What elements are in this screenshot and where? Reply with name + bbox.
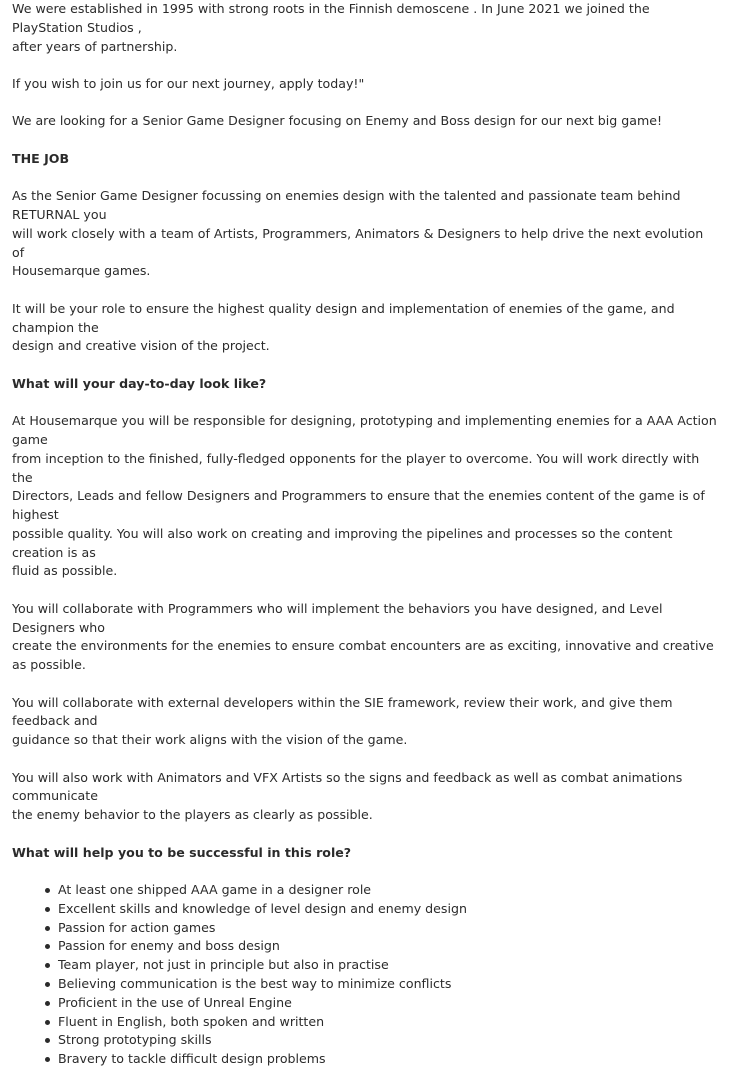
- text-line: You will collaborate with external developers within the SIE framework, review their work, and give them feedback and: [12, 694, 673, 729]
- list-item: [58, 1031, 717, 1050]
- text-line: You will collaborate with Programmers who will implement the behaviors you have designed, and Level Designers who: [12, 600, 663, 635]
- section-heading-success: What will help you to be successful in this role?: [12, 844, 352, 860]
- text-line: At Housemarque you will be responsible for designing, prototyping and implementing enemies for a AAA Action game: [12, 413, 717, 447]
- text-line: design and creative vision of the project.: [12, 338, 270, 354]
- text-line: As the Senior Game Designer focussing on enemies design with the talented and passionate team behind RETURNAL you: [12, 188, 681, 222]
- bullet-icon: [45, 944, 50, 949]
- apply-paragraph: If you wish to join us for our next journey, apply today!": [12, 75, 365, 91]
- text-line: Directors, Leads and fellow Designers and Programmers to ensure that the enemies content of the game is of highest: [12, 488, 705, 523]
- list-item: [58, 900, 717, 919]
- programmers-paragraph: [12, 600, 717, 675]
- list-item-text: Believing communication is the best way to minimize conflicts: [58, 976, 452, 991]
- text-line: will work closely with a team of Artists, Programmers, Animators & Designers to help drive the next evolution of: [12, 225, 704, 260]
- list-item-text: Strong prototyping skills: [58, 1032, 212, 1048]
- list-item: [58, 956, 717, 975]
- bullet-icon: [45, 1057, 50, 1062]
- bullet-icon: [45, 1001, 50, 1006]
- external-developers-paragraph: [12, 694, 717, 750]
- bullet-icon: [45, 907, 50, 912]
- bullet-icon: [45, 888, 50, 893]
- animators-paragraph: [12, 769, 717, 825]
- text-line: guidance so that their work aligns with the vision of the game.: [12, 732, 408, 748]
- text-line: the enemy behavior to the players as clearly as possible.: [12, 807, 373, 823]
- list-item-text: Passion for enemy and boss design: [58, 938, 280, 954]
- responsibilities-paragraph: [12, 412, 717, 581]
- text-line: fluid as possible.: [12, 563, 118, 579]
- text-line: We were established in 1995 with strong roots in the Finnish demoscene . In June 2021 we joined the PlayStation Studios ,: [12, 1, 650, 35]
- list-item-text: Excellent skills and knowledge of level design and enemy design: [58, 900, 467, 916]
- list-item: [58, 881, 717, 900]
- looking-for-paragraph: We are looking for a Senior Game Designer focusing on Enemy and Boss design for our next big game!: [12, 113, 663, 129]
- list-item-text: Bravery to tackle difficult design problems: [58, 1051, 326, 1067]
- text-line: possible quality. You will also work on creating and improving the pipelines and processes so the content creation is as: [12, 525, 673, 560]
- text-line: Housemarque games.: [12, 263, 151, 279]
- list-item-text: Team player, not just in principle but also in practise: [58, 957, 389, 973]
- intro-paragraph: [12, 0, 717, 56]
- list-item-text: At least one shipped AAA game in a designer role: [58, 882, 372, 898]
- text-line: You will also work with Animators and VFX Artists so the signs and feedback as well as combat animations communicate: [12, 769, 683, 804]
- list-item-text: Passion for action games: [58, 919, 216, 935]
- text-line: It will be your role to ensure the highest quality design and implementation of enemies of the game, and champion the: [12, 300, 675, 335]
- section-heading-job: THE JOB: [12, 150, 70, 166]
- list-item-text: Fluent in English, both spoken and written: [58, 1013, 325, 1029]
- list-item: [58, 937, 717, 956]
- text-line: after years of partnership.: [12, 38, 178, 54]
- role-paragraph: [12, 300, 717, 356]
- list-item: [58, 975, 717, 994]
- bullet-icon: [45, 1038, 50, 1043]
- list-item: [58, 994, 717, 1013]
- bullet-icon: [45, 926, 50, 931]
- job-paragraph: [12, 187, 717, 281]
- text-line: create the environments for the enemies to ensure combat encounters are as exciting, innovative and creative as possible.: [12, 638, 714, 673]
- list-item: [58, 919, 717, 938]
- bullet-icon: [45, 1020, 50, 1025]
- requirements-list: [12, 881, 717, 1069]
- list-item-text: Proficient in the use of Unreal Engine: [58, 994, 292, 1010]
- section-heading-day-to-day: What will your day-to-day look like?: [12, 375, 267, 391]
- text-line: from inception to the finished, fully-fledged opponents for the player to overcome. You will work directly with the: [12, 450, 700, 485]
- bullet-icon: [45, 963, 50, 968]
- list-item: [58, 1050, 717, 1069]
- list-item: [58, 1013, 717, 1032]
- bullet-icon: [45, 982, 50, 987]
